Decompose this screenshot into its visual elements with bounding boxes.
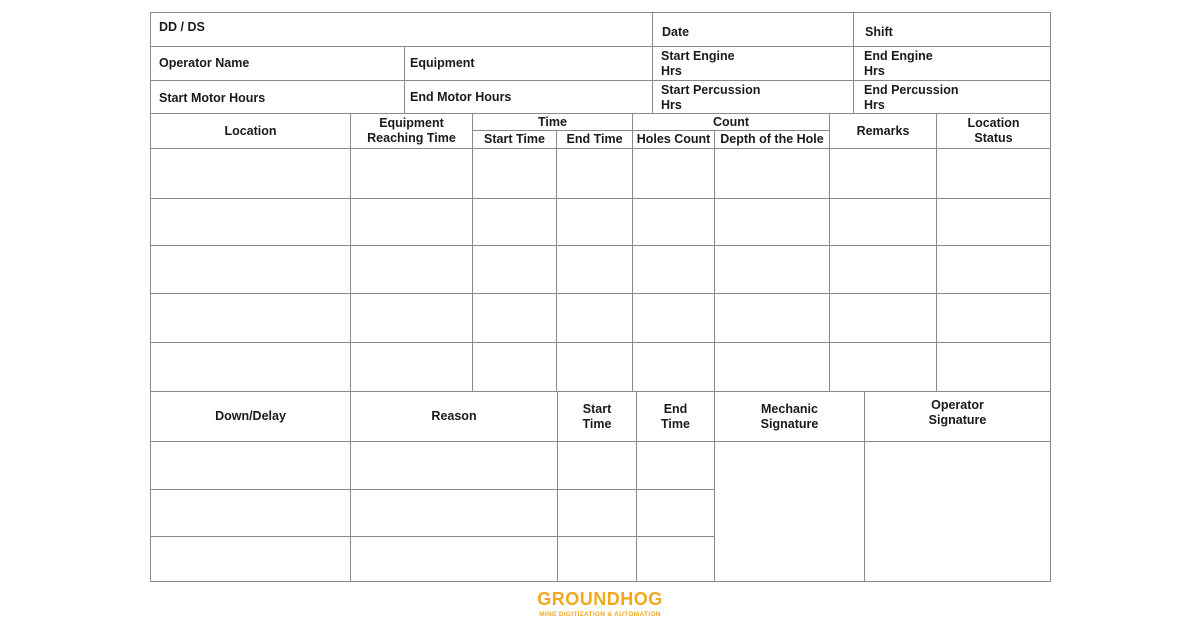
shift-field[interactable] xyxy=(853,12,1051,47)
table-cell[interactable] xyxy=(350,489,558,537)
depth-of-hole-label: Depth of the Hole xyxy=(720,132,824,146)
delay-end-time-header xyxy=(636,391,715,442)
count-label: Count xyxy=(712,114,750,129)
remarks-header xyxy=(829,113,937,149)
end-motor-hours-label: End Motor Hours xyxy=(410,90,512,104)
end-time-label: End Time xyxy=(566,132,623,146)
table-cell[interactable] xyxy=(472,245,557,294)
operator-signature-header xyxy=(864,391,1051,442)
table-cell[interactable] xyxy=(632,293,715,343)
shift-report-form xyxy=(150,12,1051,582)
table-cell[interactable] xyxy=(472,148,557,199)
delay-end-time-label: End Time xyxy=(661,401,690,431)
end-percussion-hrs-field[interactable] xyxy=(853,80,1051,114)
table-cell[interactable] xyxy=(150,441,351,490)
table-cell[interactable] xyxy=(632,245,715,294)
delay-start-time-label: Start Time xyxy=(582,401,612,431)
reason-header xyxy=(350,391,558,442)
table-cell[interactable] xyxy=(829,342,937,392)
operator-signature-box[interactable] xyxy=(864,441,1051,582)
table-cell[interactable] xyxy=(350,441,558,490)
table-cell[interactable] xyxy=(714,245,830,294)
table-cell[interactable] xyxy=(636,489,715,537)
holes-count-label: Holes Count xyxy=(636,132,711,146)
delay-start-time-header xyxy=(557,391,637,442)
start-engine-hrs-label: Start Engine Hrs xyxy=(661,49,735,78)
remarks-label: Remarks xyxy=(856,123,910,138)
table-cell[interactable] xyxy=(556,293,633,343)
table-cell[interactable] xyxy=(150,148,351,199)
table-cell[interactable] xyxy=(350,342,473,392)
end-engine-hrs-label: End Engine Hrs xyxy=(864,49,933,78)
table-cell[interactable] xyxy=(714,293,830,343)
start-motor-hours-field[interactable] xyxy=(150,80,405,114)
table-cell[interactable] xyxy=(936,342,1051,392)
operator-name-field[interactable] xyxy=(150,46,405,81)
operator-name-label: Operator Name xyxy=(159,56,250,70)
table-cell[interactable] xyxy=(829,148,937,199)
table-cell[interactable] xyxy=(556,342,633,392)
table-cell[interactable] xyxy=(714,342,830,392)
dd-ds-field[interactable] xyxy=(150,12,653,47)
start-motor-hours-label: Start Motor Hours xyxy=(159,91,266,105)
depth-of-hole-header xyxy=(714,130,830,149)
mechanic-signature-box[interactable] xyxy=(714,441,865,582)
end-percussion-hrs-label: End Percussion Hrs xyxy=(864,83,959,112)
equipment-reaching-time-label: Equipment Reaching Time xyxy=(367,116,456,145)
table-cell[interactable] xyxy=(350,245,473,294)
location-header xyxy=(150,113,351,149)
date-field[interactable] xyxy=(652,12,854,47)
shift-label: Shift xyxy=(865,25,893,39)
table-cell[interactable] xyxy=(636,441,715,490)
end-time-header xyxy=(556,130,633,149)
dd-ds-label: DD / DS xyxy=(159,20,205,34)
table-cell[interactable] xyxy=(150,489,351,537)
table-cell[interactable] xyxy=(632,342,715,392)
table-cell[interactable] xyxy=(557,489,637,537)
start-percussion-hrs-label: Start Percussion Hrs xyxy=(661,83,761,112)
date-label: Date xyxy=(662,25,690,39)
start-engine-hrs-field[interactable] xyxy=(652,46,854,81)
start-time-label: Start Time xyxy=(484,132,545,146)
table-cell[interactable] xyxy=(557,536,637,582)
table-cell[interactable] xyxy=(150,342,351,392)
time-group-header xyxy=(472,113,633,131)
operator-signature-label: Operator Signature xyxy=(928,397,987,427)
table-cell[interactable] xyxy=(714,148,830,199)
table-cell[interactable] xyxy=(936,245,1051,294)
table-cell[interactable] xyxy=(350,293,473,343)
table-cell[interactable] xyxy=(556,198,633,246)
table-cell[interactable] xyxy=(556,148,633,199)
start-percussion-hrs-field[interactable] xyxy=(652,80,854,114)
table-cell[interactable] xyxy=(632,148,715,199)
holes-count-header xyxy=(632,130,715,149)
location-label: Location xyxy=(224,123,277,138)
mechanic-signature-header xyxy=(714,391,865,442)
table-cell[interactable] xyxy=(936,198,1051,246)
equipment-reaching-time-header xyxy=(350,113,473,149)
down-delay-header xyxy=(150,391,351,442)
table-cell[interactable] xyxy=(714,198,830,246)
down-delay-label: Down/Delay xyxy=(215,409,286,423)
location-status-label: Location Status xyxy=(967,116,1020,145)
brand-tagline: MINE DIGITIZATION & AUTOMATION xyxy=(539,611,661,618)
table-cell[interactable] xyxy=(936,148,1051,199)
table-cell[interactable] xyxy=(472,342,557,392)
table-cell[interactable] xyxy=(936,293,1051,343)
brand-logo: GROUNDHOG xyxy=(537,589,663,609)
table-cell[interactable] xyxy=(350,198,473,246)
mechanic-signature-label: Mechanic Signature xyxy=(760,401,819,431)
count-group-header xyxy=(632,113,830,131)
table-cell[interactable] xyxy=(150,198,351,246)
location-status-header xyxy=(936,113,1051,149)
table-cell[interactable] xyxy=(557,441,637,490)
table-cell[interactable] xyxy=(556,245,633,294)
equipment-field[interactable] xyxy=(404,46,653,81)
table-cell[interactable] xyxy=(636,536,715,582)
table-cell[interactable] xyxy=(350,536,558,582)
table-cell[interactable] xyxy=(150,245,351,294)
table-cell[interactable] xyxy=(829,293,937,343)
table-cell[interactable] xyxy=(632,198,715,246)
table-cell[interactable] xyxy=(472,198,557,246)
end-motor-hours-field[interactable] xyxy=(404,80,653,114)
table-cell[interactable] xyxy=(472,293,557,343)
end-engine-hrs-field[interactable] xyxy=(853,46,1051,81)
time-label: Time xyxy=(538,114,567,129)
table-cell[interactable] xyxy=(150,293,351,343)
table-cell[interactable] xyxy=(350,148,473,199)
reason-label: Reason xyxy=(431,409,477,423)
table-cell[interactable] xyxy=(829,198,937,246)
table-cell[interactable] xyxy=(150,536,351,582)
equipment-label: Equipment xyxy=(410,56,475,70)
table-cell[interactable] xyxy=(829,245,937,294)
start-time-header xyxy=(472,130,557,149)
